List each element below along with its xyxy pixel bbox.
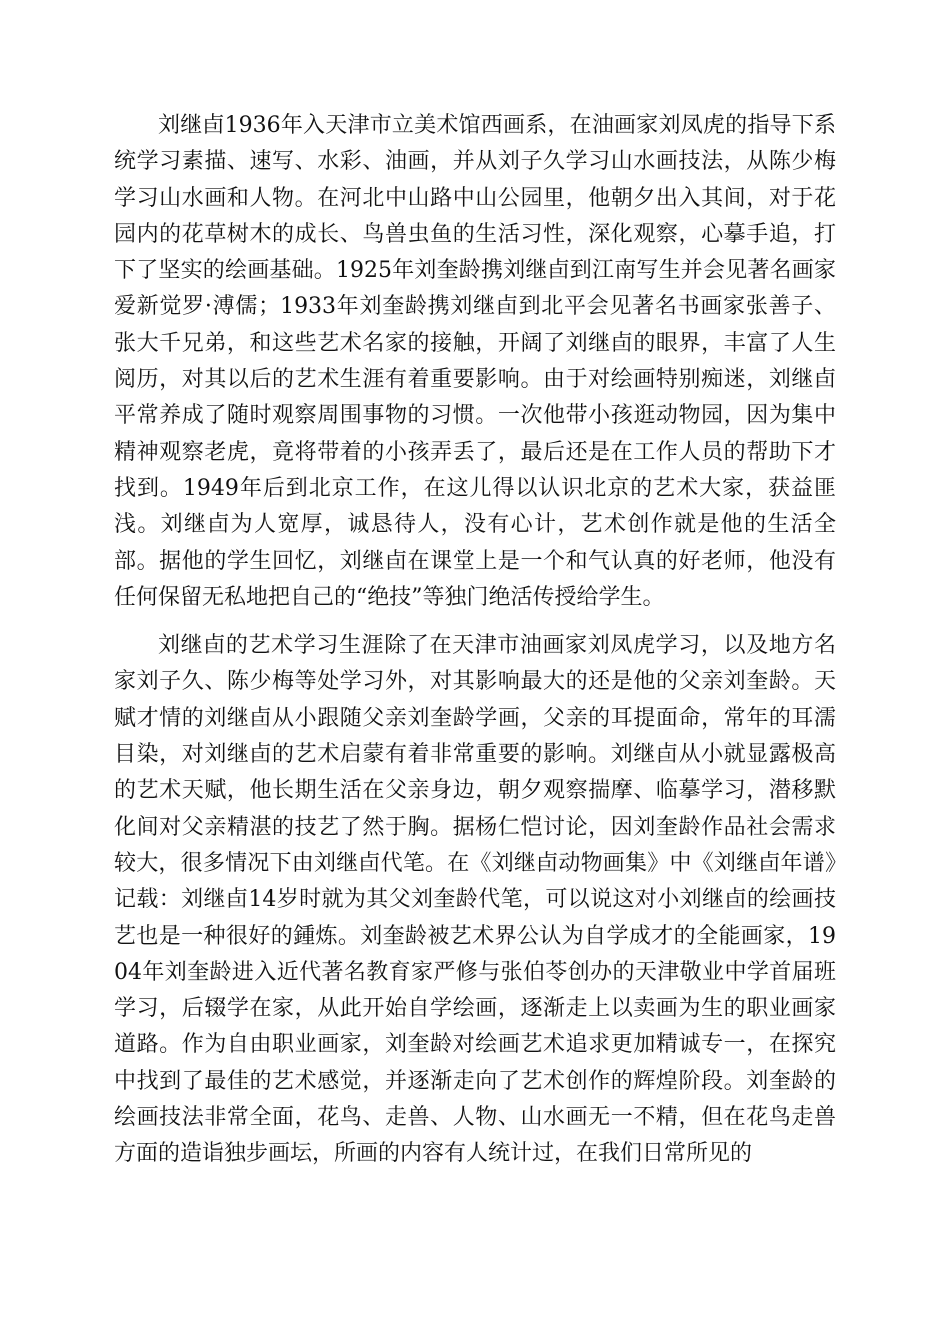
paragraph-2: 刘继卣的艺术学习生涯除了在天津市油画家刘凤虎学习，以及地方名家刘子久、陈少梅等处学习外，对其影响最大的还是他的父亲刘奎龄。天赋才情的刘继卣从小跟随父亲刘奎龄学画，父亲的耳提面命，常年的耳濡目染，对刘继卣的艺术启蒙有着非常重要的影响。刘继卣从小就显露极高的艺术天赋，他长期生活在父亲身边，朝夕观察揣摩、临摹学习，潜移默化间对父亲精湛的技艺了然于胸。据杨仁恺讨论，因刘奎龄作品社会需求较大，很多情况下由刘继卣代笔。在《刘继卣动物画集》中《刘继卣年谱》记载：刘继卣14岁时就为其父刘奎龄代笔，可以说这对小刘继卣的绘画技艺也是一种很好的鍾炼。刘奎龄被艺术界公认为自学成才的全能画家，1904年刘奎龄进入近代著名教育家严修与张伯苓创办的天津敬业中学首届班学习，后辍学在家，从此开始自学绘画，逐渐走上以卖画为生的职业画家道路。作为自由职业画家，刘奎龄对绘画艺术追求更加精诚专一，在探究中找到了最佳的艺术感觉，并逐渐走向了艺术创作的辉煌阶段。刘奎龄的绘画技法非常全面，花鸟、走兽、人物、山水画无一不精，但在花鸟走兽方面的造诣独步画坛，所画的内容有人统计过，在我们日常所见的: [114, 633, 836, 1167]
document-body: [114, 108, 836, 1173]
paragraph-1: 刘继卣1936年入天津市立美术馆西画系，在油画家刘凤虎的指导下系统学习素描、速写、水彩、油画，并从刘子久学习山水画技法，从陈少梅学习山水画和人物。在河北中山路中山公园里，他朝夕出入其间，对于花园内的花草树木的成长、鸟兽虫鱼的生活习性，深化观察，心摹手追，打下了坚实的绘画基础。1925年刘奎龄携刘继卣到江南写生并会见著名画家爱新觉罗·溥儒；1933年刘奎龄携刘继卣到北平会见著名书画家张善子、张大千兄弟，和这些艺术名家的接触，开阔了刘继卣的眼界，丰富了人生阅历，对其以后的艺术生涯有着重要影响。由于对绘画特别痴迷，刘继卣平常养成了随时观察周围事物的习惯。一次他带小孩逛动物园，因为集中精神观察老虎，竟将带着的小孩弄丢了，最后还是在工作人员的帮助下才找到。1949年后到北京工作，在这儿得以认识北京的艺术大家，获益匪浅。刘继卣为人宽厚，诚恳待人，没有心计，艺术创作就是他的生活全部。据他的学生回忆，刘继卣在课堂上是一个和气认真的好老师，他没有任何保留无私地把自己的“绝技”等独门绝活传授给学生。: [114, 113, 836, 610]
